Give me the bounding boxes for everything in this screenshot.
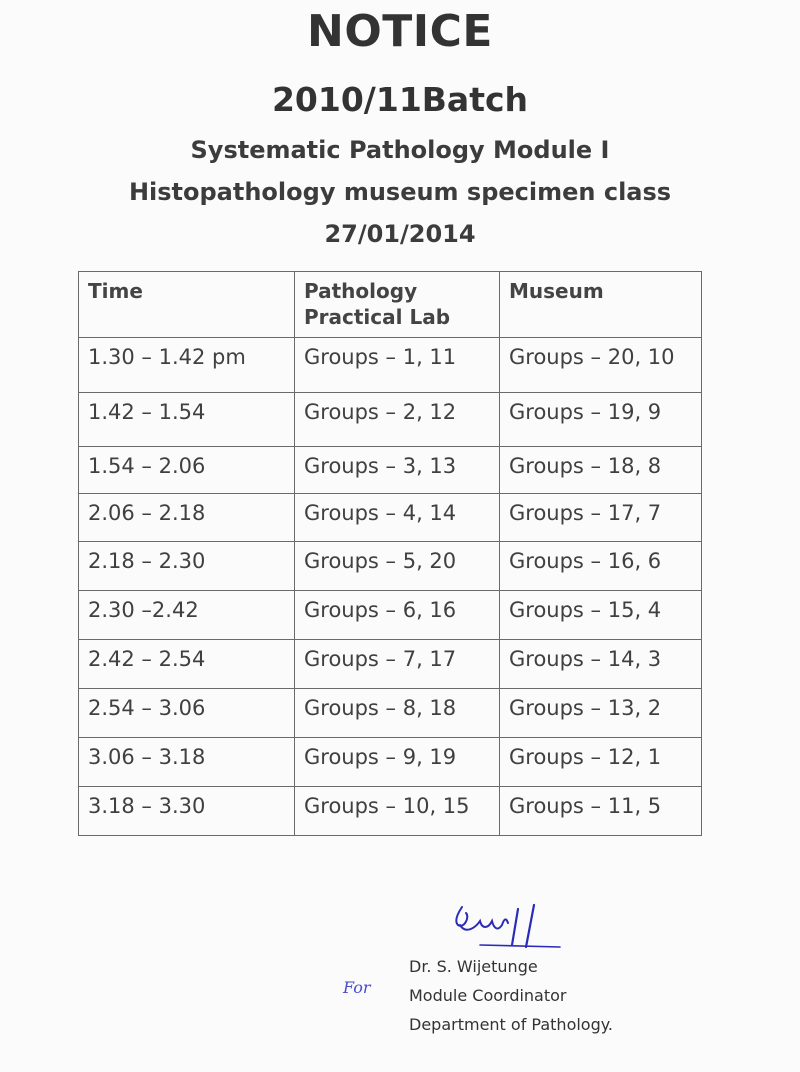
time-cell: 2.30 –2.42	[79, 591, 295, 640]
museum-cell: Groups – 13, 2	[500, 689, 702, 738]
table-row	[79, 447, 702, 494]
table-row	[79, 689, 702, 738]
batch-heading: 2010/11Batch	[271, 80, 529, 119]
museum-cell: Groups – 16, 6	[500, 542, 702, 591]
museum-cell: Groups – 14, 3	[500, 640, 702, 689]
header-lab-line2: Practical Lab	[304, 305, 451, 329]
museum-cell: Groups – 18, 8	[500, 447, 702, 494]
lab-cell: Groups – 5, 20	[295, 542, 500, 591]
signatory-department: Department of Pathology.	[409, 1015, 614, 1034]
table-row	[79, 494, 702, 542]
header-time: Time	[79, 272, 295, 338]
time-cell: 1.42 – 1.54	[79, 393, 295, 447]
lab-cell: Groups – 9, 19	[295, 738, 500, 787]
lab-cell: Groups – 1, 11	[295, 338, 500, 393]
museum-cell: Groups – 19, 9	[500, 393, 702, 447]
table-row	[79, 738, 702, 787]
time-cell: 3.18 – 3.30	[79, 787, 295, 836]
class-title: Histopathology museum specimen class	[128, 178, 672, 206]
table-row	[79, 338, 702, 393]
time-cell: 2.54 – 3.06	[79, 689, 295, 738]
class-date: 27/01/2014	[324, 220, 476, 248]
time-cell: 3.06 – 3.18	[79, 738, 295, 787]
time-cell: 1.30 – 1.42 pm	[79, 338, 295, 393]
signature-scribble-icon	[440, 895, 570, 955]
museum-cell: Groups – 11, 5	[500, 787, 702, 836]
museum-cell: Groups – 17, 7	[500, 494, 702, 542]
module-title: Systematic Pathology Module I	[190, 136, 610, 164]
for-note: For	[343, 978, 371, 997]
table-row	[79, 640, 702, 689]
time-cell: 2.06 – 2.18	[79, 494, 295, 542]
notice-heading: NOTICE	[307, 6, 493, 57]
lab-cell: Groups – 3, 13	[295, 447, 500, 494]
time-cell: 2.42 – 2.54	[79, 640, 295, 689]
table-row	[79, 393, 702, 447]
schedule-table	[78, 271, 702, 836]
lab-cell: Groups – 10, 15	[295, 787, 500, 836]
lab-cell: Groups – 4, 14	[295, 494, 500, 542]
signature-block	[409, 952, 613, 1039]
signatory-role: Module Coordinator	[409, 986, 567, 1005]
museum-cell: Groups – 20, 10	[500, 338, 702, 393]
signatory-name: Dr. S. Wijetunge	[409, 957, 538, 976]
museum-cell: Groups – 12, 1	[500, 738, 702, 787]
time-cell: 1.54 – 2.06	[79, 447, 295, 494]
table-row	[79, 542, 702, 591]
table-header-row	[79, 272, 702, 338]
table-row	[79, 591, 702, 640]
header-pathology-lab	[295, 272, 500, 338]
lab-cell: Groups – 7, 17	[295, 640, 500, 689]
time-cell: 2.18 – 2.30	[79, 542, 295, 591]
table-row	[79, 787, 702, 836]
museum-cell: Groups – 15, 4	[500, 591, 702, 640]
lab-cell: Groups – 8, 18	[295, 689, 500, 738]
lab-cell: Groups – 2, 12	[295, 393, 500, 447]
lab-cell: Groups – 6, 16	[295, 591, 500, 640]
header-lab-line1: Pathology	[304, 279, 418, 303]
header-museum: Museum	[500, 272, 702, 338]
